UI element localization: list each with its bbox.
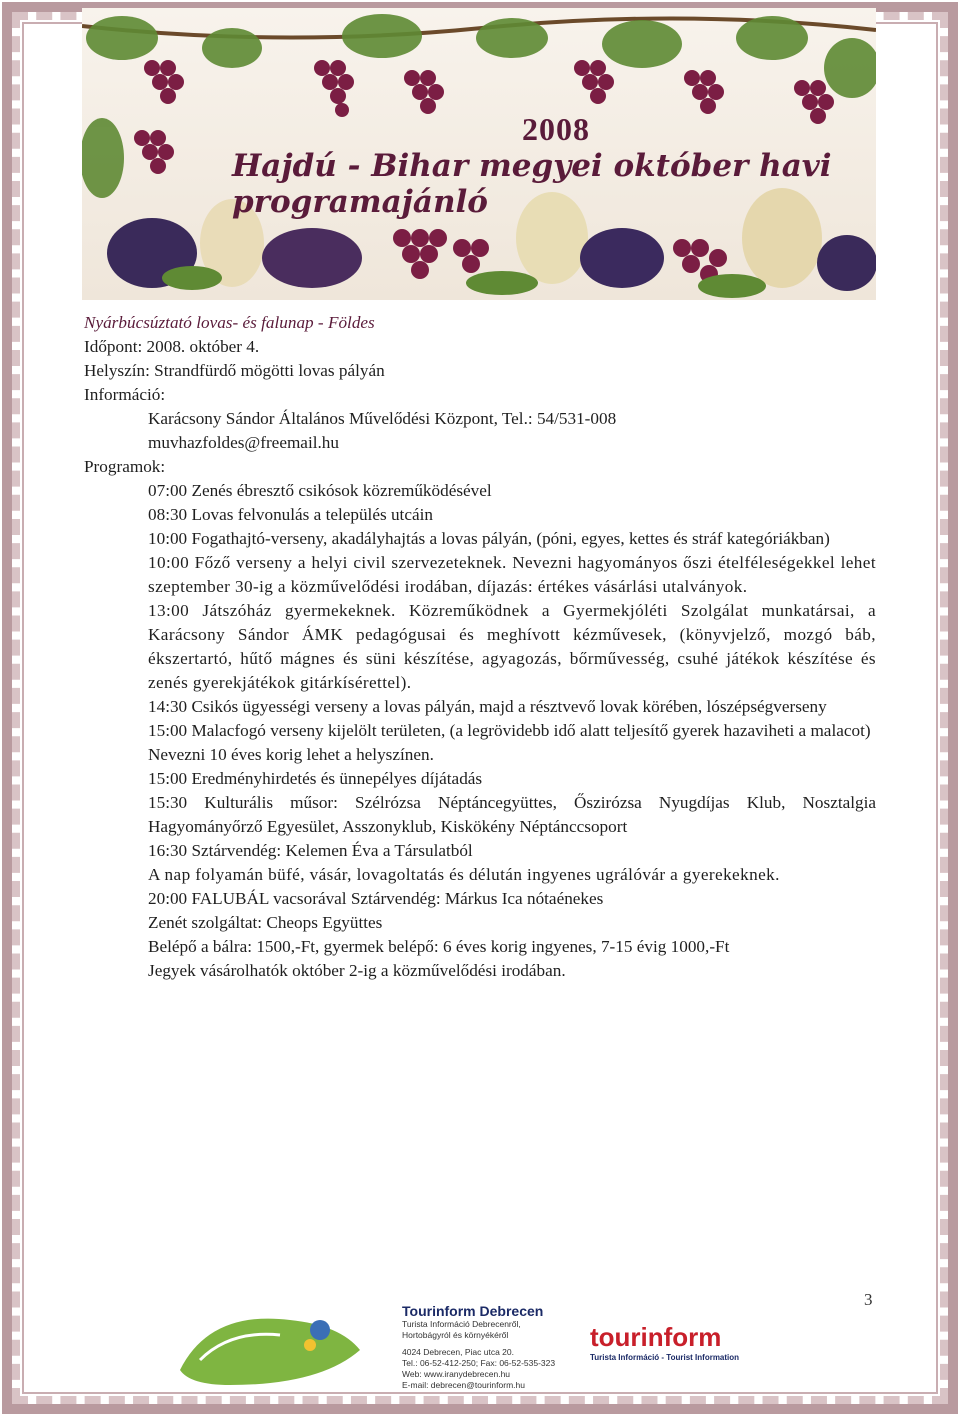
tourinform-wordmark: tourinform [590,1322,722,1352]
event-title: Nyárbúcsúztató lovas- és falunap - Földes [84,313,375,332]
banner-title: Hajdú - Bihar megyei október havi programajánló [232,148,832,220]
contact-email: muvhazfoldes@freemail.hu [148,433,339,452]
event-date: Időpont: 2008. október 4. [84,337,260,356]
info-label: Információ: [84,385,166,404]
tourinform-tagline: Turista Információ - Tourist Information [590,1353,740,1362]
event-venue: Helyszín: Strandfürdő mögötti lovas pályán [84,361,385,380]
tourinform-title: Tourinform Debrecen [402,1303,544,1319]
program-item: Nevezni 10 éves korig lehet a helyszínen. [148,745,434,764]
program-item: 16:30 Sztárvendég: Kelemen Éva a Társulatból [148,841,473,860]
header-banner [82,8,876,300]
program-item: A nap folyamán büfé, vásár, lovagoltatás és délután ingyenes ugrálóvár a gyerekeknek. [148,865,780,884]
programs-label: Programok: [84,457,166,476]
banner-year: 2008 [522,111,590,147]
program-item: 20:00 FALUBÁL vacsorával Sztárvendég: Márkus Ica nótaénekes [148,889,604,908]
program-item: 14:30 Csikós ügyességi verseny a lovas pályán, majd a résztvevő lovak körében, lószépségverseny [148,697,827,716]
program-item: 15:30 Kulturális műsor: Szélrózsa Néptáncegyüttes, Őszirózsa Nyugdíjas Klub, Nosztalgia Hagyományőrző Egyesület, Asszonyklub, Kiskökény Néptánccsoport [148,793,876,836]
program-item: Jegyek vásárolhatók október 2-ig a közművelődési irodában. [148,961,566,980]
tourinform-debrecen-info: Tourinform Debrecen Turista Információ Debrecenről, Hortobágyról és környékéről 4024 Debrecen, Piac utca 20. Tel.: 06-52-412-250; Fax: 06-52-535-323 Web: www.iranydebrecen.hu E-mail: debrecen@tourinform.hu [402,1303,582,1411]
program-item: 07:00 Zenés ébresztő csikósok közreműködésével [148,481,492,500]
tourinform-logo [590,1322,760,1362]
program-item: 15:00 Malacfogó verseny kijelölt területen, (a legrövidebb idő alatt teljesítő gyerek hazaviheti a malacot) [148,721,871,740]
program-item: 10:00 Főző verseny a helyi civil szervezeteknek. Nevezni hagyományos őszi ételféleségekkel lehet szeptember 30-ig a közművelődési irodában, díjazás: értékes vásárlási utalványok. [148,553,876,596]
program-item: 08:30 Lovas felvonulás a település utcáin [148,505,433,524]
program-item: 15:00 Eredményhirdetés és ünnepélyes díjátadás [148,769,483,788]
irany-debrecen-logo [170,1290,370,1390]
program-item: Zenét szolgáltat: Cheops Együttes [148,913,383,932]
program-item: 13:00 Játszóház gyermekeknek. Közreműködnek a Gyermekjóléti Szolgálat munkatársai, a Karácsony Sándor ÁMK pedagógusai és meghívott kézművesek, (könyvjelző, mozgó báb, ékszertartó, hűtő mágnes és süni készítése, agyagozás, bőrművesség, csuhé játékok készítése és zenés gyerekjátékok gitárkísérettel). [148,601,876,692]
program-item: Belépő a bálra: 1500,-Ft, gyermek belépő: 6 éves korig ingyenes, 7-15 évig 1000,-Ft [148,937,730,956]
info-line: Karácsony Sándor Általános Művelődési Központ, Tel.: 54/531-008 [148,409,617,428]
page-number: 3 [864,1290,873,1309]
program-item: 10:00 Fogathajtó-verseny, akadályhajtás a lovas pályán, (póni, egyes, kettes és stráf kategóriákban) [148,529,830,548]
event-description [84,311,876,983]
